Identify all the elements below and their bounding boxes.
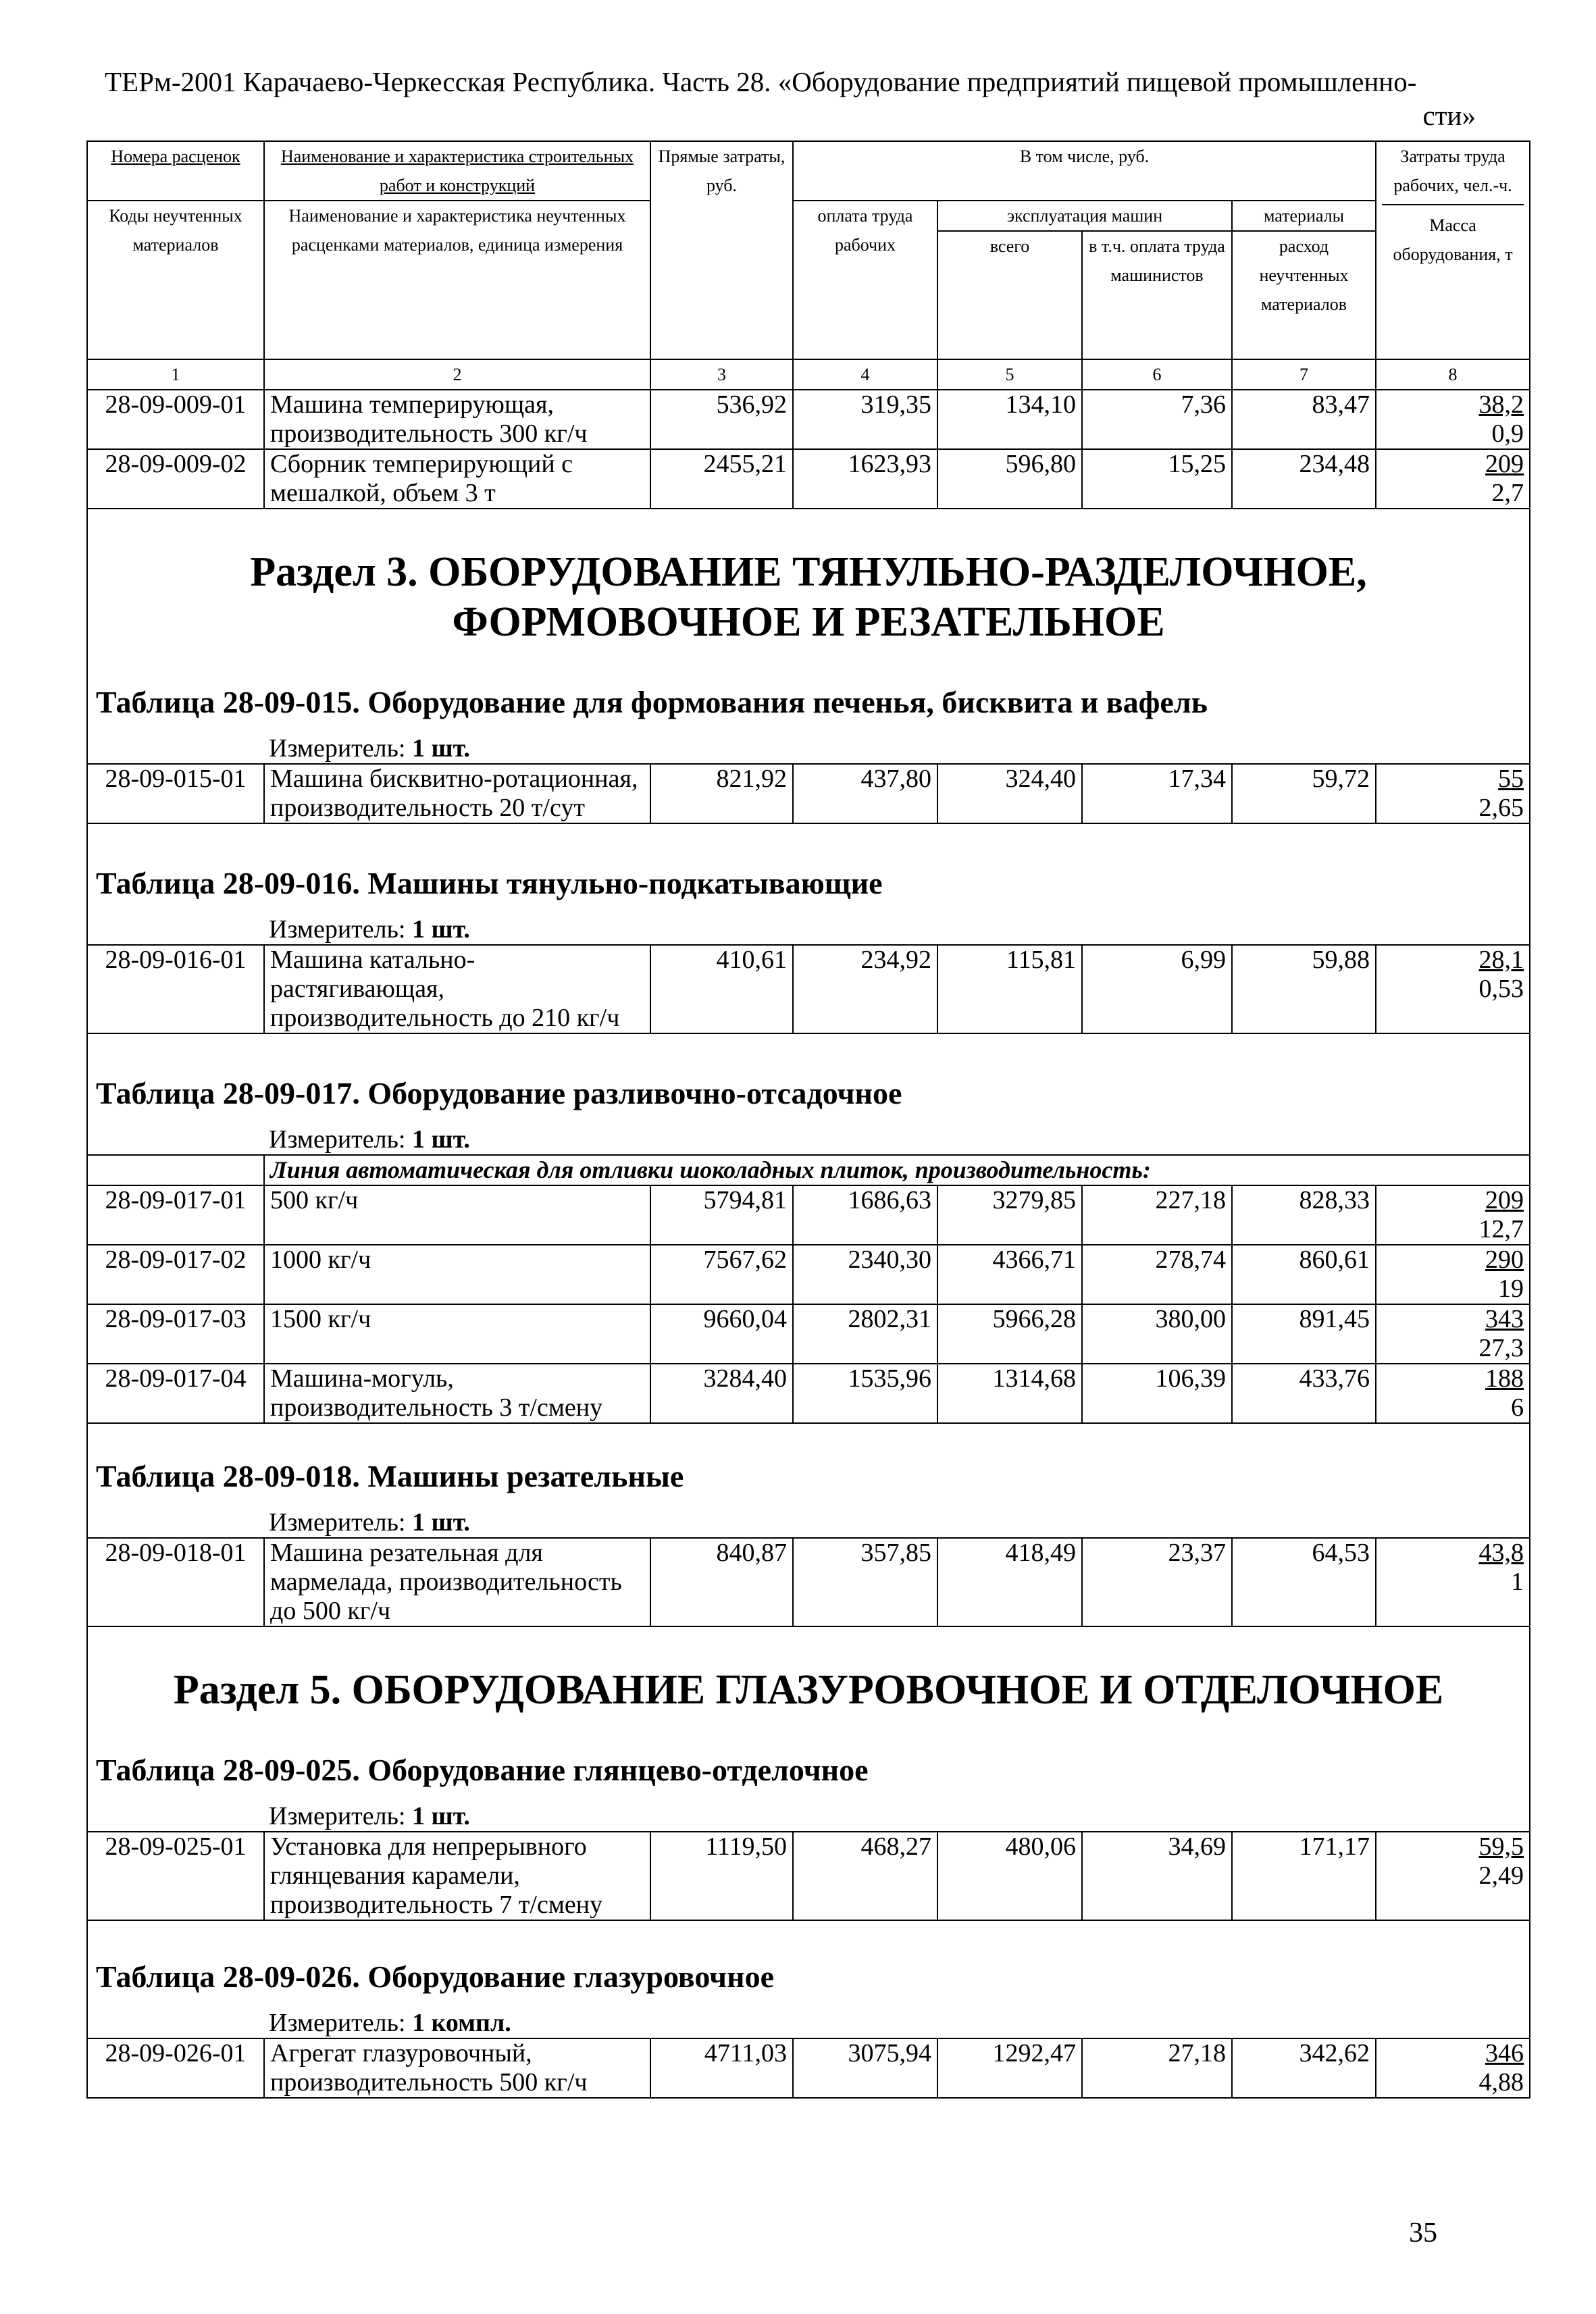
work-description: Сборник темперирующий с мешалкой, объем 3 т [264, 449, 650, 509]
table-heading-cell [87, 1033, 1530, 1155]
value-materials: 59,72 [1232, 764, 1376, 823]
value-direct: 7567,62 [650, 1245, 793, 1304]
rate-code: 28-09-017-04 [87, 1364, 264, 1423]
equipment-mass-value: 1 [1511, 1568, 1524, 1596]
value-materials: 234,48 [1232, 449, 1376, 509]
head-equipment-mass: Масса оборудования, т [1393, 215, 1513, 264]
work-description: Машина катально-растягивающая, производительность до 210 кг/ч [264, 945, 650, 1033]
labor-costs-value: 188 [1485, 1364, 1524, 1393]
rate-code: 28-09-017-02 [87, 1245, 264, 1304]
value-direct: 1119,50 [650, 1832, 793, 1920]
value-labor-pay: 357,85 [793, 1538, 937, 1626]
table-heading-cell [87, 677, 1530, 764]
equipment-mass-value: 6 [1511, 1393, 1524, 1422]
value-machines: 5966,28 [937, 1304, 1082, 1364]
labor-costs-value: 38,2 [1478, 390, 1524, 419]
labor-costs-value: 290 [1485, 1245, 1524, 1274]
value-machines: 596,80 [937, 449, 1082, 509]
head-labor-mass [1376, 141, 1530, 359]
value-machines: 324,40 [937, 764, 1082, 823]
labor-mass-cell [1376, 1245, 1530, 1304]
measure-space [406, 1508, 413, 1537]
table-heading-cell [87, 823, 1530, 945]
rate-code: 28-09-009-01 [87, 390, 264, 449]
work-description: Машина-могуль, производительность 3 т/смену [264, 1364, 650, 1423]
rate-code: 28-09-015-01 [87, 764, 264, 823]
header-line-1: ТЕРм-2001 Карачаево-Черкесская Республика. Часть 28. «Оборудование предприятий пищевой промышленно- [105, 66, 1417, 97]
value-materials: 83,47 [1232, 390, 1376, 449]
labor-costs-value: 209 [1485, 450, 1524, 478]
col-number: 7 [1232, 359, 1376, 390]
measure-space [406, 734, 413, 763]
measure-line [93, 1996, 1524, 2038]
value-labor-pay: 468,27 [793, 1832, 937, 1920]
value-machines: 134,10 [937, 390, 1082, 449]
col-number: 6 [1082, 359, 1232, 390]
table-heading-row [87, 677, 1530, 764]
labor-mass-cell [1376, 2038, 1530, 2098]
value-labor-pay: 2802,31 [793, 1304, 937, 1364]
table-row [87, 1832, 1530, 1920]
col-number: 4 [793, 359, 937, 390]
page-header [105, 65, 1489, 132]
rates-table [86, 140, 1530, 2099]
table-title: Таблица 28-09-025. Оборудование глянцево-отделочное [96, 1753, 869, 1787]
table-title: Таблица 28-09-017. Оборудование разливочно-отсадочное [96, 1076, 902, 1110]
equipment-mass-value: 0,9 [1491, 419, 1524, 448]
value-operators: 34,69 [1082, 1832, 1232, 1920]
table-title: Таблица 28-09-026. Оборудование глазуровочное [96, 1959, 775, 1994]
labor-mass-cell [1376, 945, 1530, 1033]
rate-code: 28-09-016-01 [87, 945, 264, 1033]
table-title: Таблица 28-09-018. Машины резательные [96, 1459, 684, 1493]
value-operators: 27,18 [1082, 2038, 1232, 2098]
line-caption-row [87, 1155, 1530, 1185]
equipment-mass-value: 0,53 [1478, 975, 1524, 1003]
table-row [87, 1185, 1530, 1245]
head-total: всего [937, 231, 1082, 359]
measure-space [406, 2009, 413, 2037]
labor-mass-cell [1376, 1538, 1530, 1626]
value-labor-pay: 3075,94 [793, 2038, 937, 2098]
header-line-2: сти» [1422, 100, 1476, 131]
work-description: Агрегат глазуровочный, производительность 500 кг/ч [264, 2038, 650, 2098]
table-row [87, 1245, 1530, 1304]
col-number: 3 [650, 359, 793, 390]
head-unaccounted-name: Наименование и характеристика неучтенных расценками материалов, единица измерения [264, 201, 650, 359]
work-description: 500 кг/ч [264, 1185, 650, 1245]
labor-costs-value: 59,5 [1478, 1832, 1524, 1861]
table-heading-row [87, 823, 1530, 945]
head-rate-numbers: Номера расценок [87, 141, 264, 201]
table-heading-row [87, 1920, 1530, 2038]
labor-mass-cell [1376, 1364, 1530, 1423]
value-labor-pay: 2340,30 [793, 1245, 937, 1304]
work-description: 1000 кг/ч [264, 1245, 650, 1304]
value-direct: 4711,03 [650, 2038, 793, 2098]
value-direct: 840,87 [650, 1538, 793, 1626]
value-labor-pay: 319,35 [793, 390, 937, 449]
labor-mass-cell [1376, 1185, 1530, 1245]
head-unaccounted-use: расход неучтенных материалов [1232, 231, 1376, 359]
measure-label: Измеритель: [269, 1508, 406, 1537]
measure-line [93, 902, 1524, 944]
equipment-mass-value: 2,7 [1491, 479, 1524, 507]
col-number: 2 [264, 359, 650, 390]
measure-value: 1 компл. [412, 2009, 511, 2037]
labor-mass-cell [1376, 390, 1530, 449]
labor-costs-value: 343 [1485, 1305, 1524, 1333]
labor-costs-value: 346 [1485, 2039, 1524, 2067]
value-materials: 59,88 [1232, 945, 1376, 1033]
table-heading-cell [87, 1745, 1530, 1832]
line-caption-blank [87, 1155, 264, 1185]
measure-value: 1 шт. [412, 1508, 470, 1537]
head-including: В том числе, руб. [793, 141, 1376, 201]
col-number: 1 [87, 359, 264, 390]
work-description: 1500 кг/ч [264, 1304, 650, 1364]
work-description: Машина резательная для мармелада, производительность до 500 кг/ч [264, 1538, 650, 1626]
labor-costs-value: 43,8 [1478, 1539, 1524, 1567]
value-materials: 828,33 [1232, 1185, 1376, 1245]
measure-line [93, 1495, 1524, 1537]
value-operators: 17,34 [1082, 764, 1232, 823]
equipment-mass-value: 19 [1498, 1275, 1524, 1303]
value-machines: 418,49 [937, 1538, 1082, 1626]
value-machines: 1314,68 [937, 1364, 1082, 1423]
table-row [87, 764, 1530, 823]
value-labor-pay: 234,92 [793, 945, 937, 1033]
equipment-mass-value: 2,65 [1478, 794, 1524, 822]
work-description: Машина бисквитно-ротационная, производительность 20 т/сут [264, 764, 650, 823]
head-materials: материалы [1232, 201, 1376, 231]
equipment-mass-value: 4,88 [1478, 2068, 1524, 2097]
value-machines: 1292,47 [937, 2038, 1082, 2098]
line-caption: Линия автоматическая для отливки шоколадных плиток, производительность: [264, 1155, 1530, 1185]
measure-value: 1 шт. [412, 1802, 470, 1830]
equipment-mass-value: 12,7 [1478, 1215, 1524, 1243]
value-operators: 23,37 [1082, 1538, 1232, 1626]
table-heading-row [87, 1745, 1530, 1832]
equipment-mass-value: 2,49 [1478, 1861, 1524, 1890]
equipment-mass-value: 27,3 [1478, 1334, 1524, 1362]
value-machines: 3279,85 [937, 1185, 1082, 1245]
column-number-row [87, 359, 1530, 390]
header-row-2 [87, 201, 1530, 231]
section-heading-cell [87, 509, 1530, 677]
measure-value: 1 шт. [412, 915, 470, 944]
table-heading-row [87, 1423, 1530, 1538]
col-number: 5 [937, 359, 1082, 390]
table-row [87, 945, 1530, 1033]
labor-mass-cell [1376, 764, 1530, 823]
value-operators: 15,25 [1082, 449, 1232, 509]
value-labor-pay: 1623,93 [793, 449, 937, 509]
labor-mass-cell [1376, 1832, 1530, 1920]
value-materials: 171,17 [1232, 1832, 1376, 1920]
measure-line [93, 1112, 1524, 1154]
table-row [87, 1538, 1530, 1626]
table-heading-row [87, 1033, 1530, 1155]
value-labor-pay: 1535,96 [793, 1364, 937, 1423]
value-direct: 3284,40 [650, 1364, 793, 1423]
table-heading-cell [87, 1423, 1530, 1538]
measure-label: Измеритель: [269, 734, 406, 763]
value-direct: 2455,21 [650, 449, 793, 509]
value-direct: 536,92 [650, 390, 793, 449]
section-title: Раздел 5. ОБОРУДОВАНИЕ ГЛАЗУРОВОЧНОЕ И ОТДЕЛОЧНОЕ [173, 1667, 1444, 1713]
measure-space [406, 1802, 413, 1830]
value-operators: 380,00 [1082, 1304, 1232, 1364]
value-materials: 891,45 [1232, 1304, 1376, 1364]
measure-label: Измеритель: [269, 2009, 406, 2037]
value-direct: 9660,04 [650, 1304, 793, 1364]
head-labor-pay: оплата труда рабочих [793, 201, 937, 359]
head-operator-pay: в т.ч. оплата труда машинистов [1082, 231, 1232, 359]
head-machine-ops: эксплуатация машин [937, 201, 1232, 231]
rate-code: 28-09-026-01 [87, 2038, 264, 2098]
measure-space [406, 915, 413, 944]
measure-value: 1 шт. [412, 1125, 470, 1154]
section-title: Раздел 3. ОБОРУДОВАНИЕ ТЯНУЛЬНО-РАЗДЕЛОЧНОЕ, ФОРМОВОЧНОЕ И РЕЗАТЕЛЬНОЕ [250, 549, 1367, 645]
table-title: Таблица 28-09-015. Оборудование для формования печенья, бисквита и вафель [96, 685, 1208, 719]
value-machines: 480,06 [937, 1832, 1082, 1920]
section-heading-cell [87, 1626, 1530, 1745]
value-materials: 64,53 [1232, 1538, 1376, 1626]
measure-space [406, 1125, 413, 1154]
value-operators: 6,99 [1082, 945, 1232, 1033]
measure-line [93, 721, 1524, 763]
value-direct: 410,61 [650, 945, 793, 1033]
value-direct: 821,92 [650, 764, 793, 823]
table-row [87, 2038, 1530, 2098]
value-materials: 342,62 [1232, 2038, 1376, 2098]
rate-code: 28-09-017-01 [87, 1185, 264, 1245]
labor-costs-value: 55 [1498, 765, 1524, 793]
labor-mass-cell [1376, 1304, 1530, 1364]
value-labor-pay: 437,80 [793, 764, 937, 823]
page-number: 35 [1409, 2217, 1437, 2248]
measure-label: Измеритель: [269, 915, 406, 944]
value-operators: 106,39 [1082, 1364, 1232, 1423]
labor-mass-cell [1376, 449, 1530, 509]
labor-costs-value: 209 [1485, 1186, 1524, 1214]
head-unaccounted-codes: Коды неучтенных материалов [87, 201, 264, 359]
measure-label: Измеритель: [269, 1125, 406, 1154]
value-operators: 227,18 [1082, 1185, 1232, 1245]
measure-line [93, 1789, 1524, 1831]
value-machines: 4366,71 [937, 1245, 1082, 1304]
col-number: 8 [1376, 359, 1530, 390]
measure-value: 1 шт. [412, 734, 470, 763]
table-row [87, 1304, 1530, 1364]
value-labor-pay: 1686,63 [793, 1185, 937, 1245]
value-machines: 115,81 [937, 945, 1082, 1033]
head-direct-costs: Прямые затраты, руб. [650, 141, 793, 359]
value-materials: 433,76 [1232, 1364, 1376, 1423]
value-operators: 278,74 [1082, 1245, 1232, 1304]
head-work-name: Наименование и характеристика строительных работ и конструкций [264, 141, 650, 201]
labor-costs-value: 28,1 [1478, 946, 1524, 974]
rate-code: 28-09-017-03 [87, 1304, 264, 1364]
header-row-1 [87, 141, 1530, 201]
work-description: Машина темперирующая, производительность 300 кг/ч [264, 390, 650, 449]
rate-code: 28-09-009-02 [87, 449, 264, 509]
measure-label: Измеритель: [269, 1802, 406, 1830]
table-heading-cell [87, 1920, 1530, 2038]
rate-code: 28-09-025-01 [87, 1832, 264, 1920]
value-materials: 860,61 [1232, 1245, 1376, 1304]
rates-table-body [87, 141, 1530, 2098]
rate-code: 28-09-018-01 [87, 1538, 264, 1626]
table-row [87, 449, 1530, 509]
table-title: Таблица 28-09-016. Машины тянульно-подкатывающие [96, 866, 883, 900]
section-heading-row [87, 509, 1530, 677]
table-row [87, 1364, 1530, 1423]
section-heading-row [87, 1626, 1530, 1745]
work-description: Установка для непрерывного глянцевания карамели, производительность 7 т/смену [264, 1832, 650, 1920]
value-direct: 5794,81 [650, 1185, 793, 1245]
table-row [87, 390, 1530, 449]
value-operators: 7,36 [1082, 390, 1232, 449]
head-labor-costs: Затраты труда рабочих, чел.-ч. [1382, 142, 1524, 205]
